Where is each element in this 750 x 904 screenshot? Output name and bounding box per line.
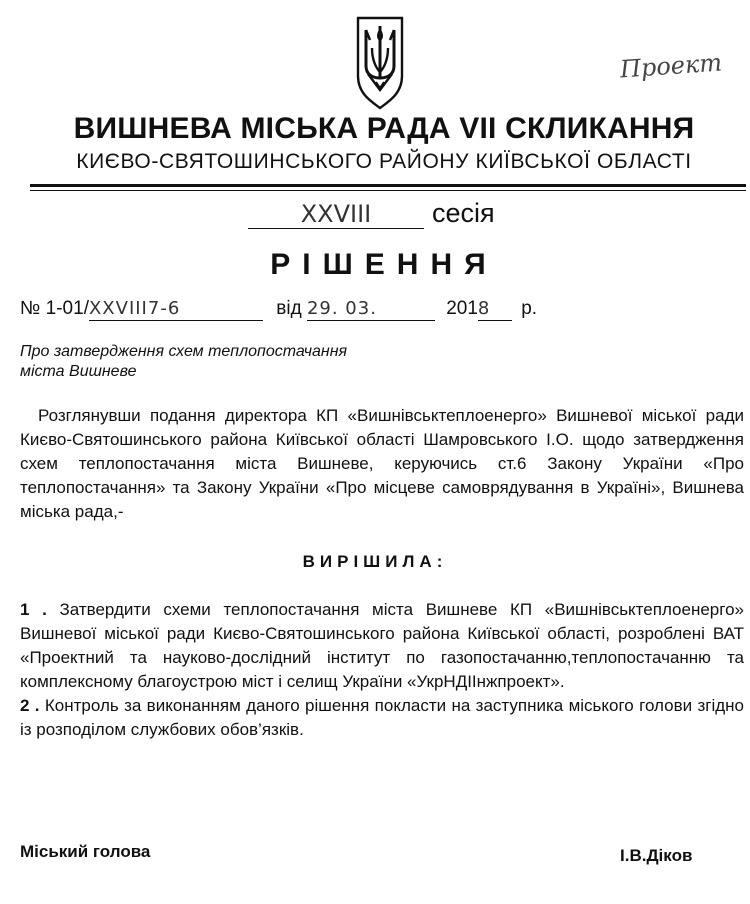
year-suffix: р. xyxy=(521,298,538,319)
council-region: КИЄВО-СВЯТОШИНСЬКОГО РАЙОНУ КИЇВСЬКОЇ ОБЛАСТІ xyxy=(76,150,692,173)
draft-mark: Проект xyxy=(619,48,723,84)
decision-subject xyxy=(20,342,347,382)
year-prefix: 201 xyxy=(446,298,478,319)
signatory-position: Міський голова xyxy=(20,842,151,861)
item-number: 1 . xyxy=(20,600,47,619)
signatory-name: І.В.Діков xyxy=(620,846,693,865)
date-label: від xyxy=(276,298,302,319)
trident-icon xyxy=(354,14,406,110)
resolution-item xyxy=(20,694,744,742)
decision-title: РІШЕННЯ xyxy=(270,248,498,281)
resolved-heading: ВИРІШИЛА: xyxy=(302,552,448,571)
preamble-paragraph: Розглянувши подання директора КП «Вишнівськтеплоенерго» Вишневої міської ради Києво-Святошинського района Київської області Шамровського І.О. щодо затвердження схем теплопостачання міста Вишневе, керуючись ст.6 Закону України «Про теплопостачання» та Закону України «Про місцеве самоврядування в Україні», Вишнева міська рада,- xyxy=(20,406,744,521)
decision-number-prefix: № 1-01/ xyxy=(20,298,89,319)
item-text: Контроль за виконанням даного рішення покласти на заступника міського голови згідно із розподілом службових обов’язків. xyxy=(20,696,744,739)
subject-line-1: Про затвердження схем теплопостачання xyxy=(20,343,348,360)
resolution-items xyxy=(20,598,744,742)
session-label: сесія xyxy=(432,198,495,228)
subject-line-2: міста Вишневе xyxy=(20,363,137,380)
item-text: Затвердити схеми теплопостачання міста Вишневе КП «Вишнівськтеплоенерго» Вишневої міської ради Києво-Святошинського района Київської області, розроблені ВАТ «Проектний та науково-дослідний інститут по газопостачанню,теплопостачанню та комплексному благоустрою міст і селищ України «УкрНДІІнжпроект». xyxy=(20,600,744,691)
header-divider-thick xyxy=(30,184,746,187)
decision-number: XXVIII7-6 xyxy=(89,298,263,321)
resolution-item xyxy=(20,598,744,694)
decision-date: 29. 03. xyxy=(307,298,435,321)
item-number: 2 . xyxy=(20,696,40,715)
session-number: XXVIII xyxy=(248,200,424,229)
decision-year: 8 xyxy=(478,298,512,321)
decision-number-line xyxy=(20,298,537,321)
session-line xyxy=(248,198,495,234)
council-name: ВИШНЕВА МІСЬКА РАДА VII СКЛИКАННЯ xyxy=(73,112,695,145)
header-divider-thin xyxy=(30,190,746,191)
